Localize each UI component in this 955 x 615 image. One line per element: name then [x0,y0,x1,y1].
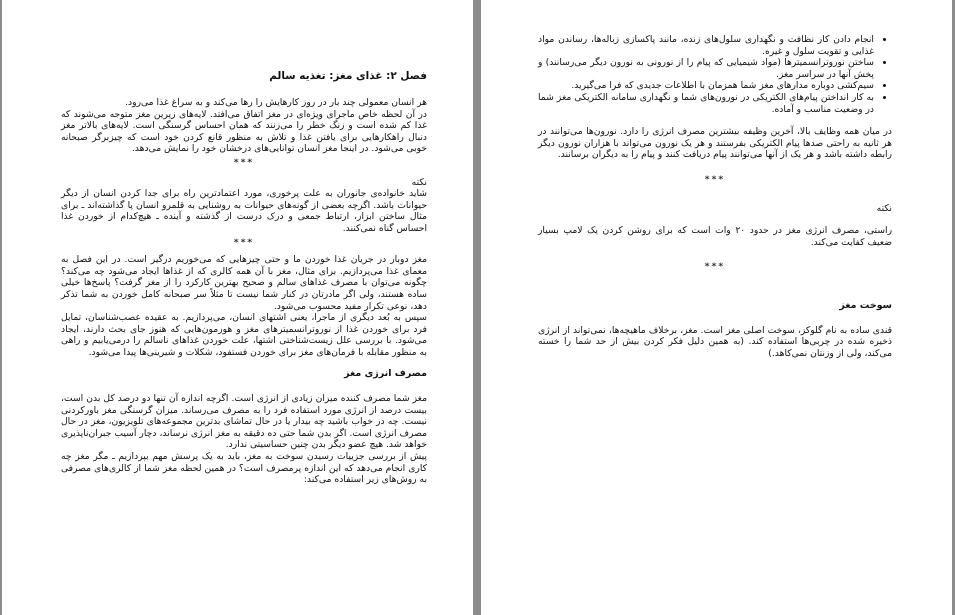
list-item: • ساختن نوروترانسمیترها (مواد شیمیایی که پیام را از نورونی به نورون دیگر می‌رسانند) و پخش آنها در سراسر مغز. [538,57,874,80]
note-text: شاید خانواده‌ی جانوران به علت پرخوری، مورد اعتمادترین راه برای جدا کردن انسان از دیگر حیوانات باشد. اگرچه بعضی از گونه‌های حیوانات به روشنایی به قلمرو انسان پا گذاشته‌اند ـ برای مثال ساختن ابزار، ارتباط جمعی و درک درست از گذشته و آینده ـ هیچ‌کدام از خوردن غذا احساس گناه نمی‌کنند. [61,188,427,234]
note-label: نکته [876,202,892,214]
body-paragraph: در میان همه وظایف بالا، آخرین وظیفه بیشترین مصرف انرژی را دارد. نورون‌ها می‌توانند در هر ثانیه به راحتی صدها پیام الکتریکی بفرستند و هر یک نورون می‌تواند با هزاران نورون دیگر رابطه داشته باشد و هر یک از آنها می‌توانند پیام دریافت کنند و پیام را به دیگران برسانند. [538,126,892,161]
section-divider: *** [704,261,726,273]
document-page-left [2,0,473,615]
section-divider: *** [233,236,255,248]
viewer-background-gap [473,0,481,615]
intro-paragraph: هر انسان معمولی چند بار در روز کارهایش را رها می‌کند و به سراغ غذا می‌رود. [125,97,427,108]
bullet-list [538,34,892,115]
section-title: سوخت مغز [839,299,892,311]
chapter-title: فصل ۲: غذای مغز: تغذیه سالم [269,70,427,82]
section-divider: *** [233,156,255,168]
section-title: مصرف انرژی مغز [344,368,427,380]
section-paragraph: قندی ساده به نام گلوکز، سوخت اصلی مغز است. مغز، برخلاف ماهیچه‌ها، نمی‌تواند از انرژی ذخیره شده در چربی‌ها استفاده کند. (به همین دلیل فکر کردن بیش از حد شما را خسته می‌کند، ولی از وزنتان نمی‌کاهد.) [538,324,892,359]
document-page-right [481,0,952,615]
list-item: • به کار انداختن پیام‌های الکتریکی در نورون‌های شما و نگهداری سامانه الکتریکی مغز شما در وضعیت مناسب و آماده. [538,92,874,115]
section-divider: *** [704,173,726,185]
list-item: • انجام دادن کار نظافت و نگهداری سلول‌های زنده، مانند پاکسازی زباله‌ها، رساندن مواد غذایی و تقویت سلول و غیره. [538,34,874,57]
note-label: نکته [411,176,427,188]
section-paragraph: پیش از بررسی جزییات رسیدن سوخت به مغز، باید به یک پرسش مهم بپردازیم ـ مگر مغز چه کاری انجام می‌دهد که این اندازه پرمصرف است؟ در همین لحظه مغز شما از کالری‌های مصرفی به روش‌های زیر استفاده می‌کند: [61,451,427,486]
intro-paragraph: در آن لحظه خاص ماجرای ویژه‌ای در مغز اتفاق می‌افتد. لایه‌های زیرین مغز متوجه می‌شوند که غذا کم شده است و زنگ خطر را می‌زنند که همان احساس گرسنگی است. لایه‌های بالاتر مغز دنبال راهکارهایی برای یافتن غذا و تلاش به منظور قانع کردن خود است که چیزبرگر صبحانه خوبی می‌شود. در اینجا مغز انسان توانایی‌های درخشان خود را نمایش می‌دهد. [61,108,427,155]
note-text: راستی، مصرف انرژی مغز در حدود ۲۰ وات است که برای روشن کردن یک لامپ بسیار ضعیف کفایت می‌کند. [538,225,893,248]
section-paragraph: مغز شما مصرف کننده میزان زیادی از انرژی است. اگرچه اندازه آن تنها دو درصد کل بدن است، بیست درصد از انرژی مورد استفاده فرد را به مصرف می‌رساند. میزان گرسنگی مغز باورکردنی نیست. چه در خواب باشید چه بیدار یا در حال تماشای بدترین مجموعه‌های تلویزیون، مغز در حال مصرف انرژی است. اگر بدن شما حتی ده دقیقه به مغز انرژی نرساند، دچار آسیب جبران‌ناپذیری خواهد شد. هیچ عضو دیگر بدن چنین حساسیتی ندارد. [61,393,427,451]
body-paragraph: سپس به بُعد دیگری از ماجرا، یعنی اشتهای انسان، می‌پردازیم. به عقیده عصب‌شناسان، تمایل فرد برای خوردن غذا از نوروترانسمیترهای مغز و هورمون‌هایی که هنوز جای بحث دارند، ایجاد می‌شود. با بررسی علل زیست‌شناختی اشتها، علت خوردن غذاهای ناسالم را درمی‌یابیم و راهی به منظور مقابله با فرمان‌های مغز برای خوردن فستفود، شکلات و شیرینی‌ها پیدا می‌شود. [61,312,427,358]
body-paragraph: مغز دوبار در جریان غذا خوردن ما و حتی چیزهایی که می‌خوریم درگیر است. در این فصل به معمای غذا می‌پردازیم. برای مثال، مغز با آن همه کالری که از غذاها ایجاد می‌شود چه می‌کند؟ چگونه می‌توان با مصرف غذاهای سالم و صحیح بهترین کارکرد را از مغز گرفت؟ پاسخ‌ها خیلی ساده هستند، ولی اگر مادرتان در کنار شما نیست تا مثلاً سر صبحانه کامل خوردن به شما تذکر دهد، نوعی تکرار مفید محسوب می‌شود. [61,254,427,312]
list-item: • سیم‌کشی دوباره مدارهای مغز شما همزمان با اطلاعات جدیدی که فرا می‌گیرید. [538,80,874,92]
